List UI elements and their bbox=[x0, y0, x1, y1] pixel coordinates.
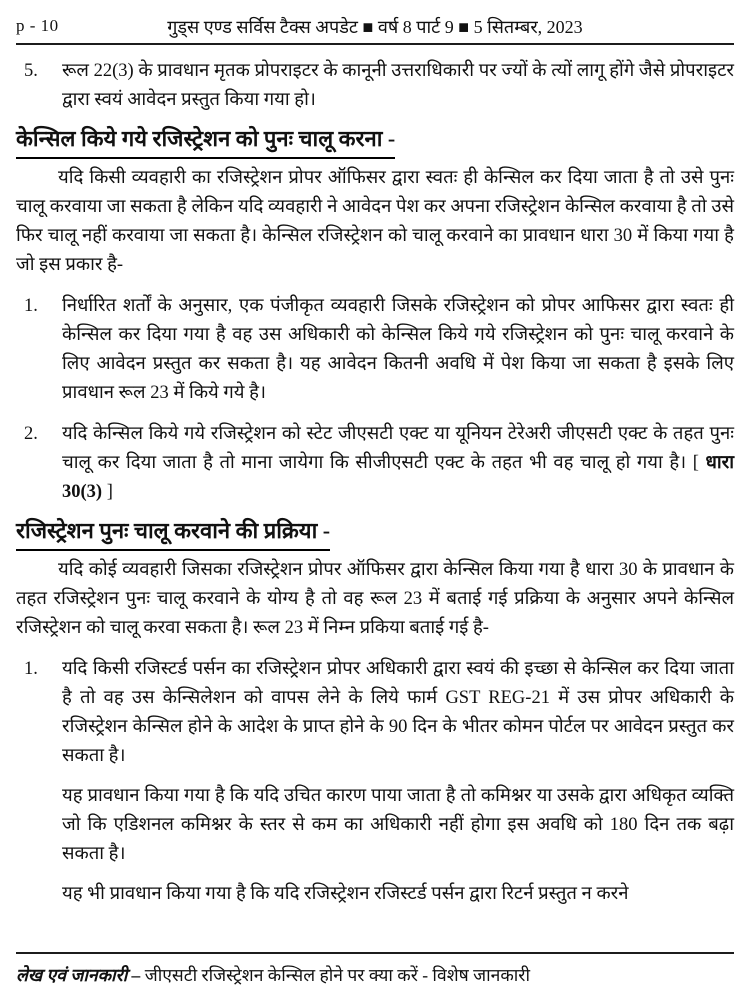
paragraph: यदि किसी व्यवहारी का रजिस्ट्रेशन प्रोपर ऑफिसर द्वारा स्वतः ही केन्सिल कर दिया जाता है तो उसे पुनः चालू करवाया जा सकता है लेकिन यदि व्यवहारी ने आवेदन पेश कर अपना रजिस्ट्रेशन केन्सिल करवाया है तो उसे फिर चालू नहीं करवाया जा सकता है। केन्सिल रजिस्ट्रेशन को चालू करवाने का प्रावधान धारा 30 में किया गया है जो इस प्रकार है- bbox=[16, 168, 734, 275]
list-item-number: 2. bbox=[24, 424, 38, 444]
header-rule bbox=[16, 43, 734, 45]
list-item bbox=[16, 57, 734, 115]
paragraph: यह भी प्रावधान किया गया है कि यदि रजिस्ट्रेशन रजिस्टर्ड पर्सन द्वारा रिटर्न प्रस्तुत न करने bbox=[62, 884, 629, 904]
paragraph: यदि कोई व्यवहारी जिसका रजिस्ट्रेशन प्रोपर ऑफिसर द्वारा केन्सिल किया गया है धारा 30 के प्रावधान के तहत रजिस्ट्रेशन पुनः चालू करवाने के योग्य है तो वह रूल 23 में बताई गई प्रक्रिया के अनुसार अपने केन्सिल रजिस्ट्रेशन को चालू करवा सकता है। रूल 23 में निम्न प्रकिया बताई गई है- bbox=[16, 560, 734, 638]
list-item-text: यदि किसी रजिस्टर्ड पर्सन का रजिस्ट्रेशन प्रोपर अधिकारी द्वारा स्वयं की इच्छा से केन्सिल कर दिया जाता है तो वह उस केन्सिलेशन को वापस लेने के लिये फार्म GST REG-21 में उस प्रोपर अधिकारी के रजिस्ट्रेशन केन्सिल होने के आदेश के प्राप्त होने के 90 दिन के भीतर कोमन पोर्टल पर आवेदन प्रस्तुत कर सकता है। bbox=[62, 659, 734, 766]
page-number: p - 10 bbox=[16, 16, 59, 35]
list-item-text-after: ] bbox=[106, 482, 113, 502]
section-reference: धारा 30(3) bbox=[62, 453, 735, 502]
list-item-text: रूल 22(3) के प्रावधान मृतक प्रोपराइटर के कानूनी उत्तराधिकारी पर ज्यों के त्यों लागू होंगे जैसे प्रोपराइटर द्वारा स्वयं आवेदन प्रस्तुत किया गया हो। bbox=[62, 61, 734, 110]
footer-text: जीएसटी रजिस्ट्रेशन केन्सिल होने पर क्या करें - विशेष जानकारी bbox=[144, 965, 530, 985]
footer-label: लेख एवं जानकारी – bbox=[16, 965, 141, 985]
list-item bbox=[16, 655, 734, 771]
section-heading bbox=[16, 124, 734, 159]
paragraph: यह प्रावधान किया गया है कि यदि उचित कारण पाया जाता है तो कमिश्नर या उसके द्वारा अधिकृत व्यक्ति जो कि एडिशनल कमिश्नर के स्तर से कम का अधिकारी नहीं होगा इस अवधि को 180 दिन तक बढ़ा सकता है। bbox=[62, 786, 734, 864]
list-item bbox=[16, 420, 734, 507]
section-heading-text: केन्सिल किये गये रजिस्ट्रेशन को पुनः चालू करना - bbox=[16, 124, 395, 159]
page-footer bbox=[16, 952, 734, 987]
list-item-number: 1. bbox=[24, 659, 38, 679]
section-heading-text: रजिस्ट्रेशन पुनः चालू करवाने की प्रक्रिया - bbox=[16, 516, 330, 551]
list-item-number: 5. bbox=[24, 61, 38, 81]
list-item-text: यदि केन्सिल किये गये रजिस्ट्रेशन को स्टेट जीएसटी एक्ट या यूनियन टेरेअरी जीएसटी एक्ट के तहत पुनः चालू कर दिया जाता है तो माना जायेगा कि सीजीएसटी एक्ट के तहत भी वह चालू हो गया है। [ bbox=[62, 424, 734, 473]
list-item-number: 1. bbox=[24, 296, 38, 316]
page-content bbox=[16, 57, 734, 909]
journal-title: गुड्स एण्ड सर्विस टैक्स अपडेट ■ वर्ष 8 पार्ट 9 ■ 5 सितम्बर, 2023 bbox=[167, 17, 583, 37]
section-heading bbox=[16, 516, 734, 551]
page-header bbox=[16, 13, 734, 39]
list-item bbox=[16, 292, 734, 408]
list-item-text: निर्धारित शर्तों के अनुसार, एक पंजीकृत व्यवहारी जिसके रजिस्ट्रेशन को प्रोपर आफिसर द्वारा स्वतः ही केन्सिल कर दिया गया है वह उस अधिकारी को केन्सिल किये गये रजिस्ट्रेशन को पुनः चालू करवाने के लिए आवेदन प्रस्तुत कर सकता है। यह आवेदन कितनी अवधि में पेश किया जा सकता है इसके लिए प्रावधान रूल 23 में किये गये है। bbox=[62, 296, 734, 403]
